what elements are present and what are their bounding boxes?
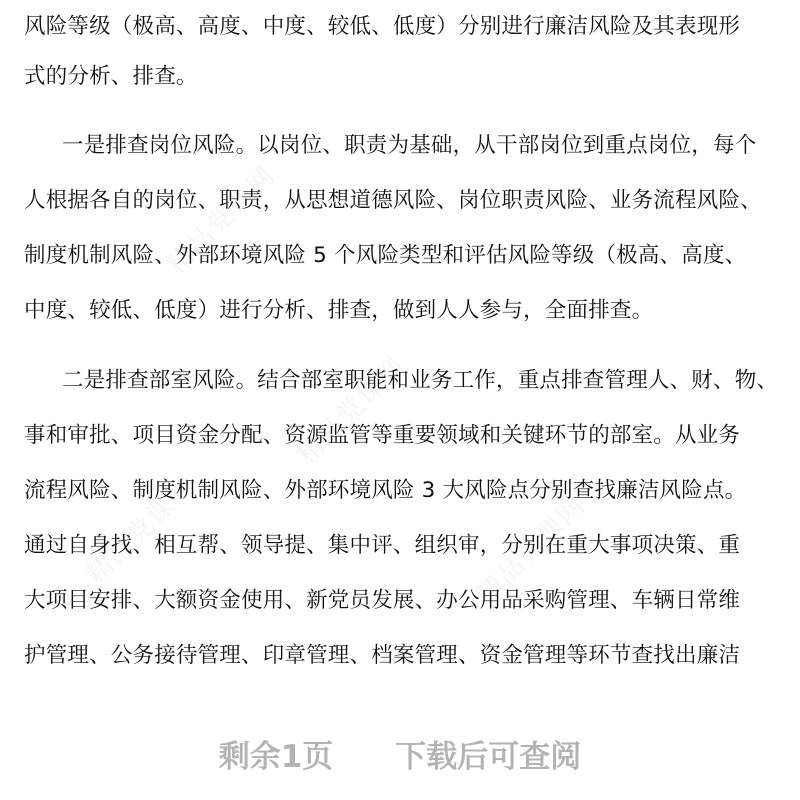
text-line: 流程风险、制度机制风险、外部环境风险 3 大风险点分别查找廉洁风险点。 [24, 478, 747, 503]
text-line: 一是排查岗位风险。以岗位、职责为基础，从干部岗位到重点岗位，每个 [62, 133, 757, 158]
watermark [287, 346, 412, 471]
text-line: 式的分析、排查。 [24, 64, 198, 89]
download-to-view-label: 下载后可查阅 [395, 739, 582, 775]
text-line: 通过自身找、相互帮、领导提、集中评、组织审，分别在重大事项决策、重 [24, 533, 741, 558]
text-line: 护管理、公务接待管理、印章管理、档案管理、资金管理等环节查找出廉洁 [24, 643, 741, 668]
text-line: 中度、较低、低度）进行分析、排查，做到人人参与，全面排查。 [24, 298, 654, 323]
download-prompt[interactable] [0, 732, 800, 782]
text-line: 人根据各自的岗位、职责，从思想道德风险、岗位职责风险、业务流程风险、 [24, 188, 762, 213]
text-line: 风险等级（极高、高度、中度、较低、低度）分别进行廉洁风险及其表现形 [24, 14, 741, 39]
text-line: 二是排查部室风险。结合部室职能和业务工作，重点排查管理人、财、物、 [62, 368, 779, 393]
remaining-pages-label: 剩余1页 [218, 739, 334, 775]
text-line: 大项目安排、大额资金使用、新党员发展、办公用品采购管理、车辆日常维 [24, 588, 741, 613]
text-line: 制度机制风险、外部环境风险 5 个风险类型和评估风险等级（极高、高度、 [24, 243, 747, 268]
text-line: 事和审批、项目资金分配、资源监管等重要领域和关键环节的部室。从业务 [24, 423, 741, 448]
